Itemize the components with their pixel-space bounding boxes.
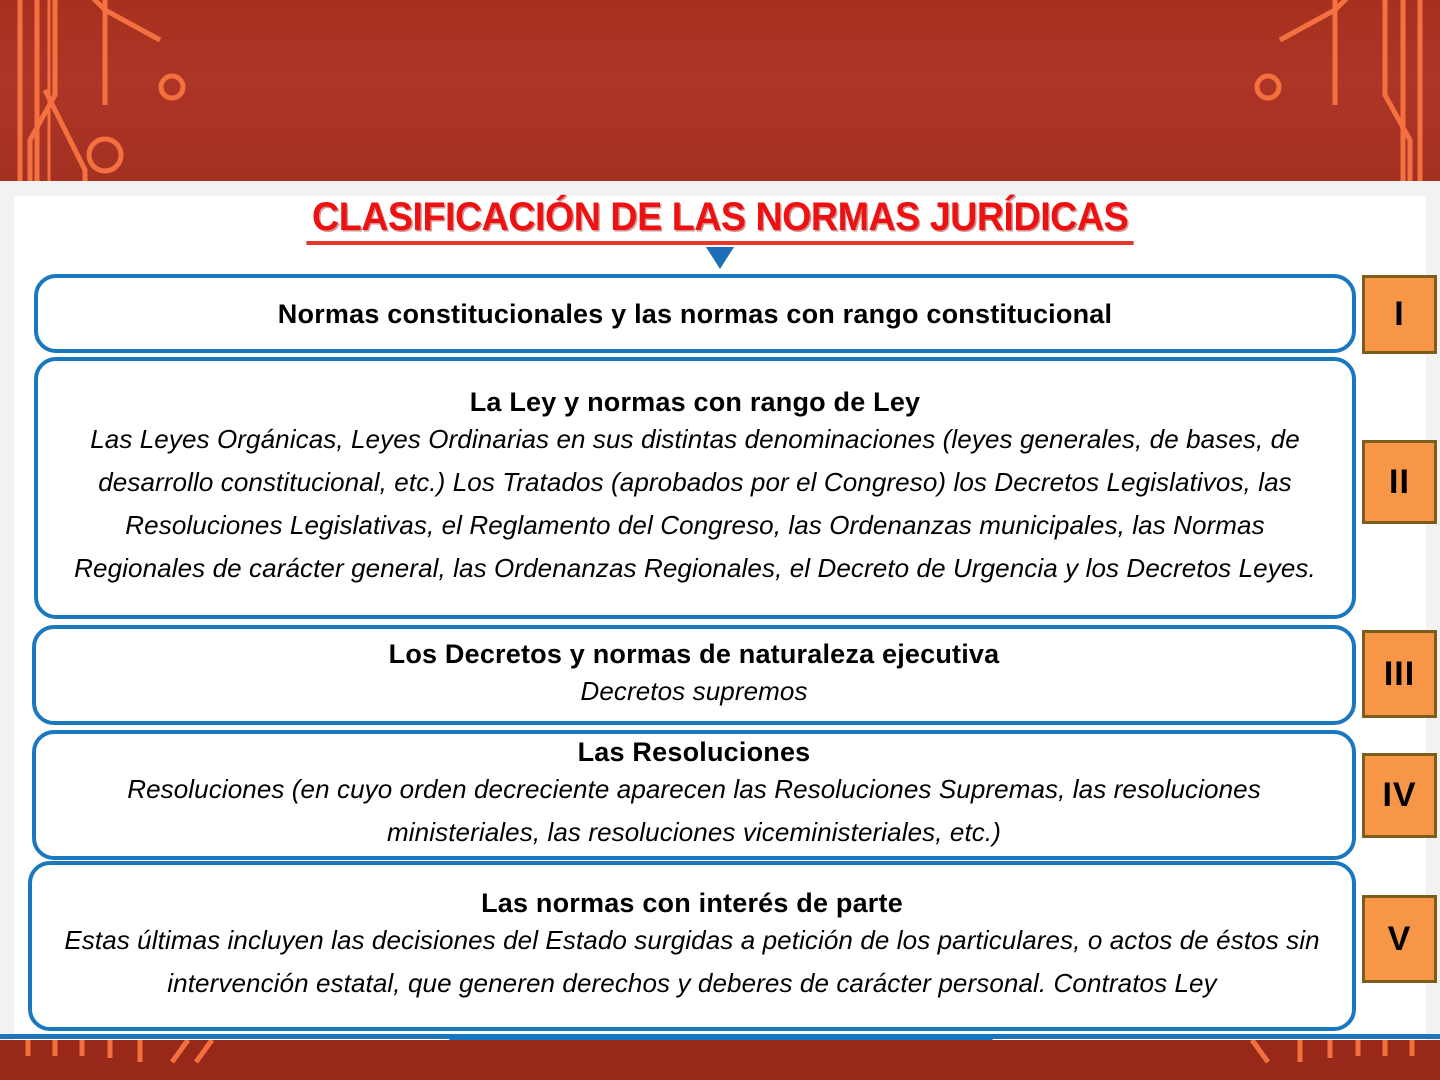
level-body: Decretos supremos — [580, 675, 808, 706]
level-numeral-1: I — [1362, 275, 1437, 354]
circuit-pattern-icon — [0, 0, 1440, 181]
level-box-1[interactable] — [34, 274, 1356, 353]
level-body: Las Leyes Orgánicas, Leyes Ordinarias en sus distintas denominaciones (leyes generales, de bases, de desarrollo constitucional, etc.) Los Tratados (aprobados por el Congreso) los Decretos Legislativos, las Resoluciones Legislativas, el Reglamento del Congreso, las Ordenanzas municipales, las Normas Regionales de carácter general, las Ordenanzas Regionales, el Decreto de Urgencia y los Decretos Leyes. — [74, 424, 1316, 583]
level-numeral-4: IV — [1362, 753, 1437, 838]
level-box-4[interactable] — [32, 730, 1356, 860]
level-box-5[interactable] — [28, 861, 1356, 1031]
circuit-pattern-bottom-icon — [0, 1040, 1440, 1080]
level-body: Estas últimas incluyen las decisiones del Estado surgidas a petición de los particulares, o actos de éstos sin intervención estatal, que generen derechos y deberes de carácter personal. Contratos Ley — [64, 925, 1320, 998]
level-heading: La Ley y normas con rango de Ley — [469, 387, 921, 417]
page-title: CLASIFICACIÓN DE LAS NORMAS JURÍDICAS — [306, 195, 1133, 245]
title-down-arrow-icon — [706, 247, 734, 269]
level-numeral-3: III — [1362, 630, 1437, 718]
level-box-2[interactable] — [34, 357, 1356, 619]
level-body: Resoluciones (en cuyo orden decreciente aparecen las Resoluciones Supremas, las resoluciones ministeriales, las resoluciones viceministeriales, etc.) — [127, 774, 1261, 847]
level-heading: Las Resoluciones — [577, 737, 811, 767]
level-heading: Normas constitucionales y las normas con rango constitucional — [277, 298, 1113, 329]
level-heading: Los Decretos y normas de naturaleza ejecutiva — [388, 638, 1000, 669]
top-decorative-banner — [0, 0, 1440, 181]
bottom-decorative-banner — [0, 1040, 1440, 1080]
level-heading: Las normas con interés de parte — [481, 888, 903, 918]
level-box-3[interactable] — [32, 625, 1356, 725]
level-numeral-2: II — [1362, 440, 1437, 524]
level-numeral-5: V — [1362, 895, 1437, 983]
